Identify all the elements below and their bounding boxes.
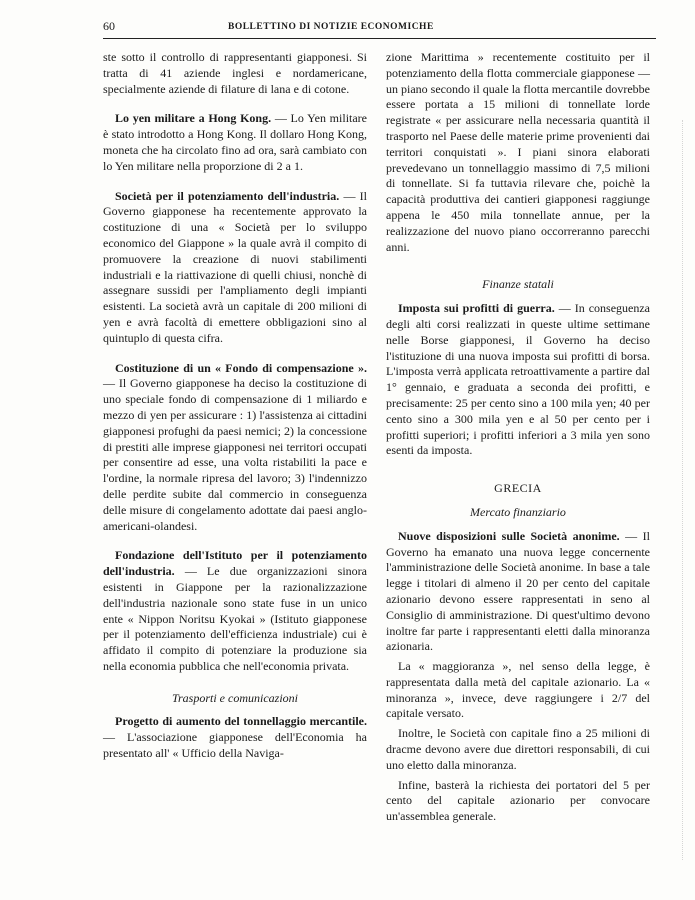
societa-body: — Il Governo giapponese ha recentemente approvato la costituzione di una « Società per lo sviluppo economico del Giappone » la quale avrà il compito di promuovere la creazione di nuovi stabilimenti industriali e la riattivazione di quelli chiusi, nonchè di assegnare sussidi per l'ampliamento degli impianti esistenti. La società avrà un capitale di 200 milioni di yen e avrà facoltà di emettere obbligazioni sino al quintuplo di questa cifra. [103,188,367,345]
societa-heading: Società per il potenziamento dell'industria. [115,188,340,203]
finanze-section-title: Finanze statali [482,277,554,292]
progetto-continuation: zione Marittima » recentemente costituito per il potenziamento della flotta commerciale giapponese — un piano secondo il quale la flotta mercantile dovrebbe essere portata a 15 milioni di tonnellate lorde registrate « per assicurare nella necessaria quantità il trasporto nel Paese delle materie prime provenienti dai territori conquistati ». I piani sinora elaborati prevedevano un tonnellaggio massimo di 7,5 milioni di tonnellate. Si fa tuttavia rilevare che, poichè la capacità produttiva dei cantieri giapponesi raggiunge appena le 450 mila tonnellate annue, per la realizzazione del nuovo piano occorreranno parecchi anni. [386,50,650,254]
progetto-article [103,714,367,761]
progetto-heading: Progetto di aumento del tonnellaggio mercantile. [115,714,367,729]
maggioranza-paragraph: La « maggioranza », nel senso della legge, è rappresentata dalla metà del capitale azionario. La « minoranza », invece, deve raggiungere i 2/7 del capitale versato. [386,659,650,721]
running-title: BOLLETTINO DI NOTIZIE ECONOMICHE [228,22,434,32]
societa-article [103,189,367,347]
imposta-article [386,301,650,459]
fondazione-heading: Fondazione dell'Istituto per il potenziamento dell'industria. [103,548,367,579]
fondazione-article [103,548,367,674]
fondo-body: — Il Governo giapponese ha deciso la costituzione di uno speciale fondo di compensazione di 1 miliardo e mezzo di yen per assicurare : 1) l'assistenza ai cittadini giapponesi profughi da paesi nemici; 2) la concessione di prestiti alle imprese giapponesi nei territori occupati per consentire ad esse, una volta ristabiliti la pace e l'ordine, la normale ripresa del lavoro; 3) l'indennizzo delle perdite subite dal commercio in conseguenza delle misure di congelamento adottate dai paesi anglo-americani-olandesi. [103,376,367,533]
page-number: 60 [103,19,115,33]
left-column [103,50,367,762]
fondo-article [103,361,367,535]
yen-article [103,111,367,174]
yen-heading: Lo yen militare a Hong Kong. [115,111,272,126]
right-column [386,50,650,825]
progetto-body: — L'associazione giapponese dell'Economia ha presentato all' « Ufficio della Naviga- [103,730,367,761]
nuove-article [386,529,650,655]
intro-paragraph: ste sotto il controllo di rappresentanti giapponesi. Si tratta di 41 aziende inglesi e nordamericane, specialmente aziende di filature di lana e di cotone. [103,50,367,96]
fondazione-body: — Le due organizzazioni sinora esistenti in Giappone per la razionalizzazione dell'industria nazionale sono state fuse in un unico ente « Nippon Noritsu Kyokai » (Istituto giapponese per il potenziamento dell'efficienza industriale) cui è affidato il compito di potenziare la produzione sia nella economia pubblica che nell'economia privata. [103,564,367,673]
mercato-section-title: Mercato finanziario [470,504,566,519]
scan-edge-marks [682,120,693,860]
imposta-body: — In conseguenza degli alti corsi realizzati in queste ultime settimane nelle Borse giapponesi, il Governo ha deciso l'istituzione di una nuova imposta sui profitti di borsa. L'imposta verrà applicata retroattivamente a partire dal 1° gennaio, e graduata a seconda dei profitti, e precisamente: 25 per cento sino a 100 mila yen; 40 per cento sino a 300 mila yen e al 50 per cento per i profitti superiori; i profitti inferiori a 3 mila yen sono esenti da imposta. [386,301,651,458]
nuove-body: — Il Governo ha emanato una nuova legge concernente l'amministrazione delle Società anonime. In base a tale legge i titolari di almeno il 20 per cento del capitale azionario devono essere rappresentati in seno al Consiglio di amministrazione. Di quest'ultimo devono inoltre far parte i rappresentanti eletti dalla minoranza azionaria. [386,528,650,654]
infine-paragraph: Infine, basterà la richiesta dei portatori del 5 per cento del capitale azionario per convocare un'assemblea generale. [386,777,650,824]
nuove-heading: Nuove disposizioni sulle Società anonime. [398,528,620,543]
header-rule [103,38,656,39]
yen-body: — Lo Yen militare è stato introdotto a Hong Kong. Il dollaro Hong Kong, moneta che ha circolato fino ad ora, sarà cambiato con lo Yen militare nella proporzione di 2 a 1. [103,111,368,173]
fondo-heading: Costituzione di un « Fondo di compensazione ». [115,360,367,375]
trasporti-section-title: Trasporti e comunicazioni [171,690,298,705]
country-heading-grecia: GRECIA [494,481,542,496]
imposta-heading: Imposta sui profitti di guerra. [398,301,555,316]
inoltre-paragraph: Inoltre, le Società con capitale fino a 25 milioni di dracme devono avere due direttori responsabili, di cui uno eletto dalla minoranza. [386,726,650,772]
